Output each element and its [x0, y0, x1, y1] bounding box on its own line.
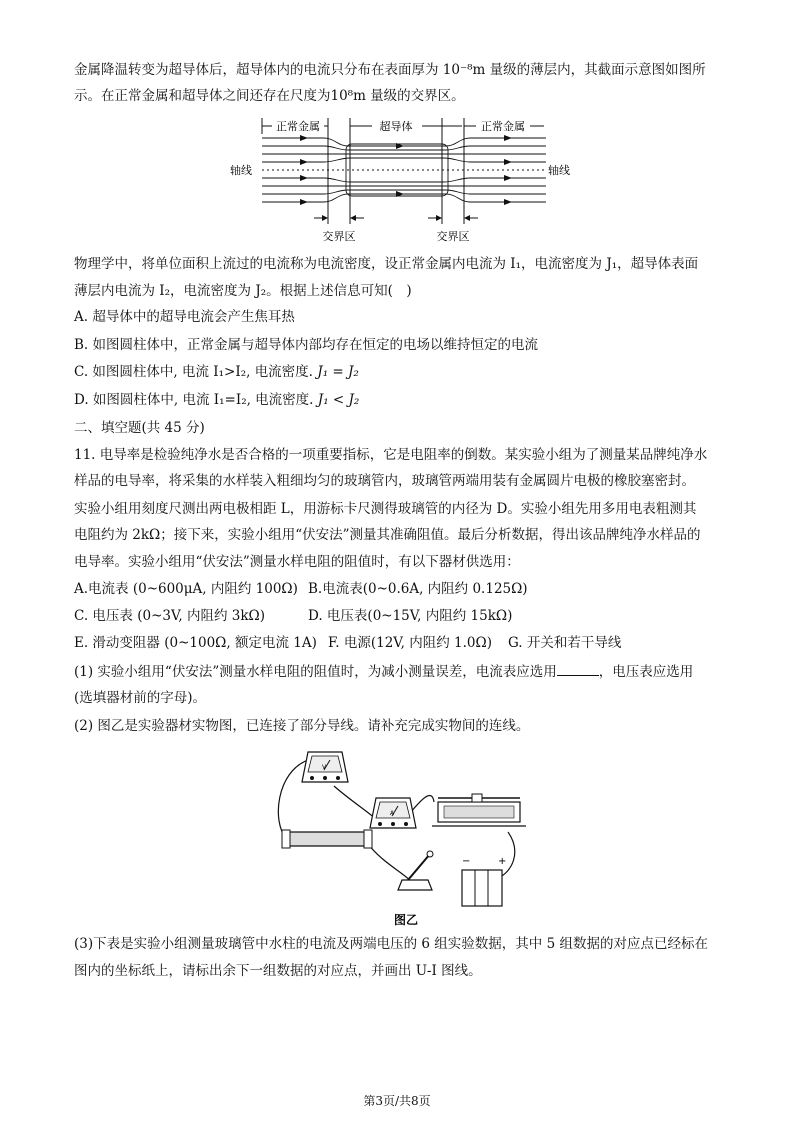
q10-option-d-math: J₁ < J₂ [313, 392, 360, 408]
apparatus-figure [272, 742, 540, 928]
q11-item-f: F. 电源(12V, 内阻约 1.0Ω) [328, 635, 492, 651]
q10-option-b: B. 如图圆柱体中，正常金属与超导体内部均存在恒定的电场以维持恒定的电流 [74, 337, 539, 353]
water-tube-icon [282, 830, 372, 848]
svg-text:+: + [498, 856, 507, 867]
q11-sub1-cont: (选填器材前的字母)。 [74, 690, 207, 706]
q10-option-a: A. 超导体中的超导电流会产生焦耳热 [74, 309, 295, 325]
q11-item-c: C. 电压表 (0~3V, 内阻约 3kΩ) [74, 608, 265, 624]
label-normal-metal-right: 正常金属 [481, 120, 525, 133]
q10-stem-2: 薄层内电流为 I₂，电流密度为 J₂。根据上述信息可知( ) [74, 283, 412, 299]
q10-option-c-text: C. 如图圆柱体中, 电流 I₁>I₂, 电流密度. [74, 364, 313, 380]
q11-line-5: 电导率。实验小组用“伏安法”测量水样电阻的阻值时，有以下器材供选用： [74, 554, 520, 570]
q11-sub2: (2) 图乙是实验器材实物图，已连接了部分导线。请补充完成实物间的连线。 [74, 718, 530, 734]
q11-line-4: 电阻约为 2kΩ；接下来，实验小组用“伏安法”测量其准确阻值。最后分析数据，得出该品牌纯净水样品的 [74, 527, 701, 543]
q10-option-c [74, 362, 724, 382]
svg-text:−: − [462, 856, 471, 867]
q11-sub1-text-b: ，电压表应选用 [598, 664, 694, 680]
label-axis-right: 轴线 [548, 164, 570, 177]
battery-icon [462, 856, 506, 906]
label-superconductor: 超导体 [379, 120, 413, 133]
q11-sub1 [74, 661, 724, 682]
label-interface-left: 交界区 [322, 230, 356, 243]
page-footer: 第3页/共8页 [363, 1094, 431, 1108]
section-title: 二、填空题(共 45 分) [74, 420, 205, 436]
label-normal-metal-left: 正常金属 [276, 120, 320, 133]
q11-sub3-line-2: 图内的坐标纸上，请标出余下一组数据的对应点，并画出 U-I 图线。 [74, 963, 482, 979]
q10-option-d [74, 390, 724, 410]
label-axis-left: 轴线 [230, 164, 252, 177]
q11-item-b: B.电流表(0~0.6A, 内阻约 0.125Ω) [308, 581, 528, 597]
ammeter-icon [370, 798, 416, 828]
switch-icon [398, 851, 433, 890]
q11-item-e: E. 滑动变阻器 (0~100Ω, 额定电流 1A) [74, 635, 317, 651]
intro-line-1: 金属降温转变为超导体后，超导体内的电流只分布在表面厚为 10⁻⁸m 量级的薄层内，其截面示意图如图所 [74, 62, 706, 78]
voltmeter-icon [302, 752, 348, 782]
rheostat-icon [432, 794, 526, 826]
q11-item-d: D. 电压表(0~15V, 内阻约 15kΩ) [308, 608, 513, 624]
q10-option-c-math: J₁ = J₂ [312, 364, 359, 380]
figure2-caption: 图乙 [393, 913, 419, 927]
q11-sub1-text-a: (1) 实验小组用“伏安法”测量水样电阻的阻值时，为减小测量误差，电流表应选用 [74, 664, 557, 680]
q10-stem-1: 物理学中，将单位面积上流过的电流称为电流密度，设正常金属内电流为 I₁，电流密度为 J₁，超导体表面 [74, 256, 699, 272]
q10-option-d-text: D. 如图圆柱体中, 电流 I₁=I₂, 电流密度. [74, 392, 314, 408]
superconductor-figure [228, 114, 578, 250]
svg-text:V: V [321, 764, 327, 771]
q11-line-3: 实验小组用刻度尺测出两电极相距 L，用游标卡尺测得玻璃管的内径为 D。实验小组先用多用电表粗测其 [74, 501, 697, 517]
q11-item-a: A.电流表 (0~600μA, 内阻约 100Ω) [74, 581, 298, 597]
answer-blank-ammeter[interactable] [557, 661, 599, 676]
label-interface-right: 交界区 [436, 230, 470, 243]
q11-sub3-line-1: (3)下表是实验小组测量玻璃管中水柱的电流及两端电压的 6 组实验数据，其中 5 组数据的对应点已经标在 [74, 936, 708, 952]
svg-text:A: A [389, 810, 395, 817]
q11-item-g: G. 开关和若干导线 [508, 635, 622, 651]
intro-line-2: 示。在正常金属和超导体之间还存在尺度为10⁸m 量级的交界区。 [74, 88, 465, 104]
q11-line-1: 11. 电导率是检验纯净水是否合格的一项重要指标，它是电阻率的倒数。某实验小组为了测量某品牌纯净水 [74, 447, 708, 463]
q11-line-2: 样品的电导率，将采集的水样装入粗细均匀的玻璃管内，玻璃管两端用装有金属圆片电极的橡胶塞密封。 [74, 473, 695, 489]
